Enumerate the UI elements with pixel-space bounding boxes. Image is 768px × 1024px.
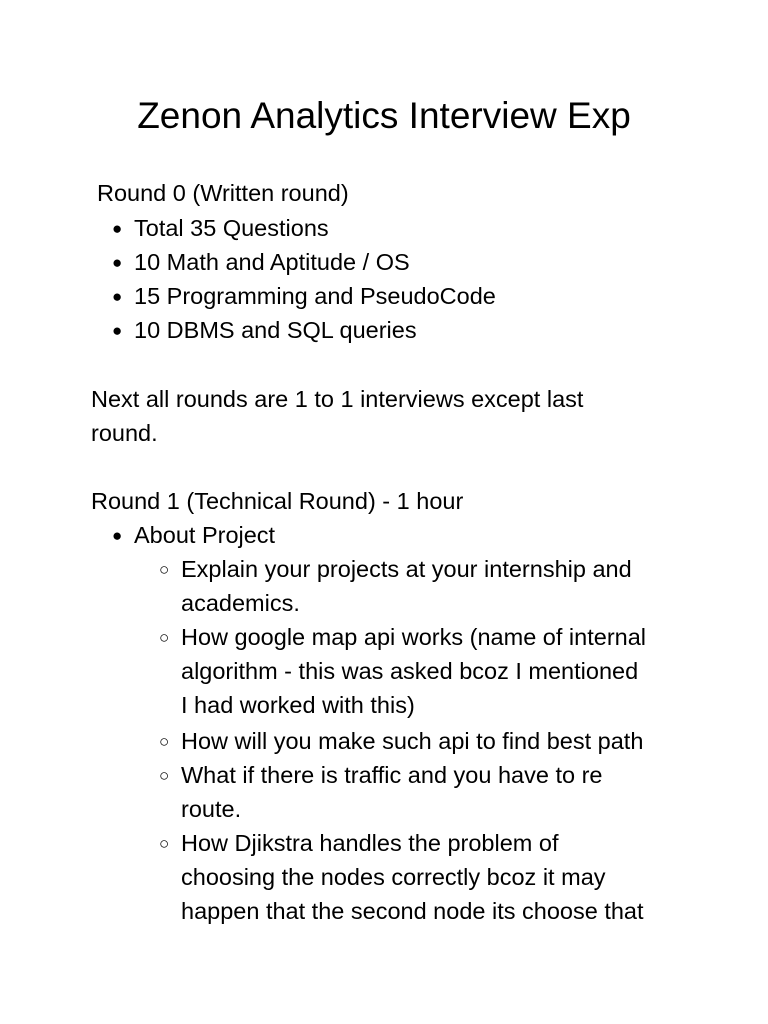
round0-heading: Round 0 (Written round) xyxy=(97,180,349,206)
sub-list-item xyxy=(159,826,558,861)
sub-item-text: How Djikstra handles the problem of xyxy=(181,830,559,856)
list-item xyxy=(112,518,275,553)
bullet-icon: ● xyxy=(112,321,123,340)
sub-item-continuation: choosing the nodes correctly bcoz it may xyxy=(181,864,606,890)
bullet-icon: ● xyxy=(112,287,123,306)
round1-heading: Round 1 (Technical Round) - 1 hour xyxy=(91,488,464,514)
bullet-icon: ● xyxy=(112,526,123,545)
sub-list-item xyxy=(159,552,632,587)
sub-item-continuation: happen that the second node its choose that xyxy=(181,898,644,924)
circle-bullet-icon: ○ xyxy=(159,766,170,785)
sub-list-item xyxy=(159,620,646,655)
circle-bullet-icon: ○ xyxy=(159,628,170,647)
list-item-text: 10 DBMS and SQL queries xyxy=(134,317,417,343)
list-item xyxy=(112,313,417,348)
list-item xyxy=(112,211,329,246)
bullet-icon: ● xyxy=(112,253,123,272)
sub-item-text: Explain your projects at your internship and xyxy=(181,556,632,582)
bullet-icon: ● xyxy=(112,219,123,238)
sub-item-continuation: algorithm - this was asked bcoz I mentioned xyxy=(181,658,639,684)
sub-item-continuation: academics. xyxy=(181,590,300,616)
sub-item-text: How google map api works (name of internal xyxy=(181,624,647,650)
page-title: Zenon Analytics Interview Exp xyxy=(137,95,631,136)
note-line-1: Next all rounds are 1 to 1 interviews except last xyxy=(91,386,584,412)
sub-item-text: How will you make such api to find best path xyxy=(181,728,644,754)
list-item xyxy=(112,245,410,280)
list-item-text: About Project xyxy=(134,522,276,548)
list-item xyxy=(112,279,496,314)
list-item-text: 15 Programming and PseudoCode xyxy=(134,283,496,309)
circle-bullet-icon: ○ xyxy=(159,834,170,853)
sub-list-item xyxy=(159,758,602,793)
sub-item-text: What if there is traffic and you have to re xyxy=(181,762,603,788)
sub-list-item xyxy=(159,724,643,759)
list-item-text: 10 Math and Aptitude / OS xyxy=(134,249,410,275)
sub-item-continuation: route. xyxy=(181,796,242,822)
circle-bullet-icon: ○ xyxy=(159,732,170,751)
note-line-2: round. xyxy=(91,420,158,446)
list-item-text: Total 35 Questions xyxy=(134,215,329,241)
sub-item-continuation: I had worked with this) xyxy=(181,692,415,718)
circle-bullet-icon: ○ xyxy=(159,560,170,579)
